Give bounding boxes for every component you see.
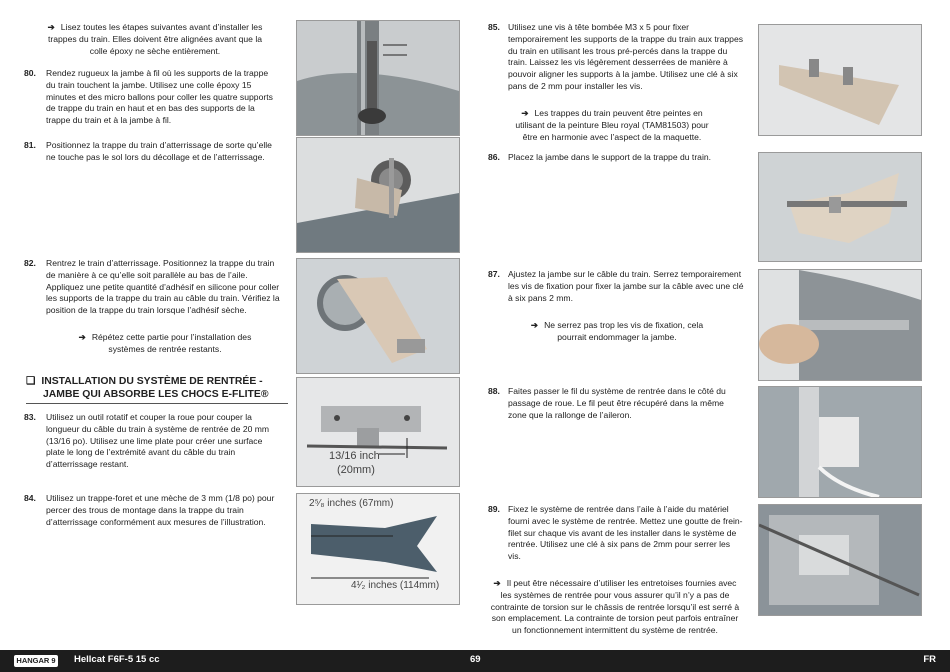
photo-step-82 [296, 258, 460, 374]
note-87: ➔ Ne serrez pas trop les vis de fixation, cela pourrait endommager la jambe. [530, 320, 704, 342]
step-number: 85. [488, 22, 500, 32]
page-number: 69 [470, 654, 481, 665]
step-text: Rentrez le train d’atterrissage. Positionnez la trappe du train de manière à ce qu’elle soit parallèle au bas de l’aile. Appliquez une petite quantité d’adhésif en silicone pour coller les supports de la trappe du train au câble du train. Vérifiez la position de la trappe du train lorsque l’adhésif sèche. [46, 258, 280, 316]
step-number: 81. [24, 140, 36, 150]
photo-step-80 [296, 20, 460, 136]
language-code: FR [923, 654, 936, 665]
step-text: Utilisez une vis à tête bombée M3 x 5 pour fixer temporairement les supports de la trappe du train aux trappes du train en utilisant les trous pré-percés dans la trappe du train. Laissez les vis légèrement desserrées de manière à pouvoir aligner les supports à la jambe. Utilisez une clé à six pans de 2 mm pour installer les vis. [508, 22, 744, 91]
photo-step-84 [296, 493, 460, 605]
step-number: 80. [24, 68, 36, 78]
measurement-label: 4¹⁄₂ inches (114mm) [351, 580, 440, 591]
step-number: 89. [488, 504, 500, 514]
photo-step-87 [758, 269, 922, 381]
step-number: 84. [24, 493, 36, 503]
step-text: Ajustez la jambe sur le câble du train. Serrez temporairement les vis de fixation pour fixer la jambe sur la câble avec une clé à six pans 2 mm. [508, 269, 744, 303]
section-heading: ❑ INSTALLATION DU SYSTÈME DE RENTRÉE - JAMBE QUI ABSORBE LES CHOCS E-FLITE® [26, 375, 288, 404]
measurement-label: 13/16 inch [329, 450, 380, 462]
arrow-icon: ➔ [521, 108, 529, 118]
step-number: 82. [24, 258, 36, 268]
step-text: Utilisez un trappe-foret et une mèche de 3 mm (1/8 po) pour percer des trous de montage dans la trappe du train d’atterrissage conformément aux mesures de l’illustration. [46, 493, 275, 527]
checkbox-icon: ❑ [26, 376, 36, 387]
photo-step-81 [296, 137, 460, 253]
photo-step-89 [758, 504, 922, 616]
footer-bar [0, 650, 950, 672]
step-number: 88. [488, 386, 500, 396]
note-82: ➔ Répétez cette partie pour l’installation des systèmes de rentrée restants. [78, 332, 252, 354]
step-text: Positionnez la trappe du train d’atterrissage de sorte qu’elle ne touche pas le sol lors du décollage et de l’atterrissage. [46, 140, 272, 162]
brand-logo: HANGAR 9 [14, 655, 58, 667]
step-number: 86. [488, 152, 500, 162]
photo-step-85 [758, 24, 922, 136]
note-85: ➔ Les trappes du train peuvent être peintes en utilisant de la peinture Bleu royal (TAM81503) pour être en harmonie avec l’aspect de la maquette. [515, 108, 709, 142]
step-text: Rendez rugueux la jambe à fil où les supports de la trappe du train touchent la jambe. Utilisez une colle époxy 15 minutes et des micro ballons pour coller les quatre supports de trappe du train en haut et en bas des supports de la trappe du train et à la jambe à fil. [46, 68, 273, 126]
measurement-label: (20mm) [337, 464, 375, 476]
arrow-icon: ➔ [530, 320, 539, 330]
step-number: 83. [24, 412, 36, 422]
note-89: ➔ Il peut être nécessaire d’utiliser les entretoises fournies avec les systèmes de rentrée pour vous assurer qu’il n’y a pas de contrainte de torsion sur le châssis de rentrée lorsqu’il est serré à son emplacement. La contrainte de torsion peut parfois entraîner un fonctionnement intermittent du système de rentrée. [490, 578, 740, 636]
note-top: ➔ Lisez toutes les étapes suivantes avant d’installer les trappes du train. Elles doivent être alignées avant que la colle époxy ne sèche entièrement. [47, 22, 263, 56]
step-text: Placez la jambe dans le support de la trappe du train. [508, 152, 712, 162]
step-text: Fixez le système de rentrée dans l’aile à l’aide du matériel fourni avec le système de rentrée. Mettez une goutte de frein-filet sur chaque vis avant de les installer dans le système de rentrée. Utilisez une clé à six pans de 2mm pour serrer les vis. [508, 504, 743, 562]
photo-step-86 [758, 152, 922, 262]
step-number: 87. [488, 269, 500, 279]
arrow-icon: ➔ [47, 22, 55, 32]
measurement-label: 2⁵⁄₈ inches (67mm) [309, 498, 394, 509]
step-text: Faites passer le fil du système de rentrée dans le côté du passage de roue. Le fil peut être récupéré dans la même zone que la rallonge de l’aileron. [508, 386, 726, 420]
photo-step-88 [758, 386, 922, 498]
product-title: Hellcat F6F-5 15 cc [74, 654, 160, 665]
arrow-icon: ➔ [493, 578, 501, 588]
photo-step-83 [296, 377, 460, 487]
arrow-icon: ➔ [78, 332, 86, 342]
step-text: Utilisez un outil rotatif et couper la roue pour couper la longueur du câble du train à système de rentrée de 20 mm (13/16 po). Utilisez une lime plate pour créer une surface plate le long de l’extrémité avant du câble du train d’atterrissage restant. [46, 412, 270, 470]
